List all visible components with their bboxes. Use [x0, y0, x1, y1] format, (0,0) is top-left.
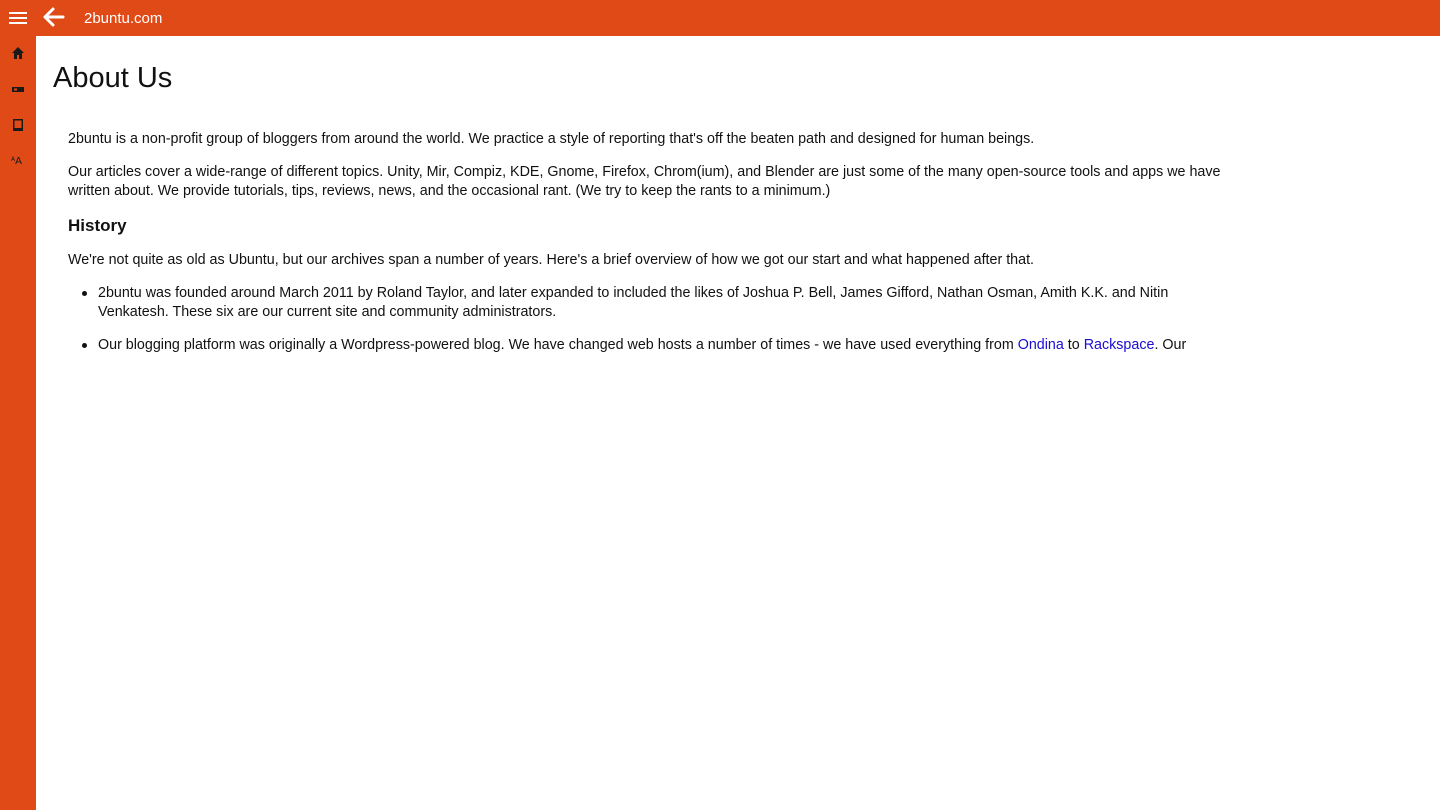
- back-button[interactable]: [43, 7, 65, 27]
- history-paragraph: We're not quite as old as Ubuntu, but our archives span a number of years. Here's a brief overview of how we got our start and what happened after that.: [68, 252, 1035, 268]
- sidebar-item-device[interactable]: [0, 108, 36, 142]
- home-icon: [11, 46, 25, 60]
- rackspace-link[interactable]: Rackspace: [1083, 337, 1155, 353]
- list-item: Our blogging platform was originally a Wordpress-powered blog. We have changed web hosts a number of times - we have used everything from Ondina to Rackspace. Our: [98, 336, 1228, 355]
- hamburger-menu-icon[interactable]: [9, 12, 27, 26]
- sidebar-item-text-size[interactable]: [0, 144, 36, 178]
- article-body: [68, 130, 1228, 357]
- history-list: [68, 284, 1228, 355]
- intro-paragraph: 2buntu is a non-profit group of bloggers from around the world. We practice a style of reporting that's off the beaten path and designed for human beings.: [68, 131, 1035, 147]
- sidebar: [0, 36, 36, 810]
- top-app-bar: [0, 0, 1440, 36]
- history-heading: History: [68, 216, 127, 235]
- sidebar-item-categories[interactable]: [0, 72, 36, 106]
- site-title: 2buntu.com: [84, 10, 163, 27]
- list-item: 2buntu was founded around March 2011 by Roland Taylor, and later expanded to included the likes of Joshua P. Bell, James Gifford, Nathan Osman, Amith K.K. and Nitin Venkatesh. These six are our current site and community administrators.: [98, 284, 1228, 322]
- topics-paragraph: Our articles cover a wide-range of different topics. Unity, Mir, Compiz, KDE, Gnome, Firefox, Chrom(ium), and Blender are just some of the many open-source tools and apps we have written about. We provide tutorials, tips, reviews, news, and the occasional rant. (We try to keep the rants to a minimum.): [68, 164, 1221, 199]
- ondina-link[interactable]: Ondina: [1017, 337, 1064, 353]
- main-content: [36, 36, 1440, 810]
- arrow-left-icon: [43, 7, 65, 27]
- category-icon: [11, 82, 25, 96]
- page-title: About Us: [53, 62, 173, 94]
- text-size-icon: $^A$A: [11, 156, 22, 167]
- sidebar-item-home[interactable]: [0, 36, 36, 70]
- device-icon: [11, 118, 25, 132]
